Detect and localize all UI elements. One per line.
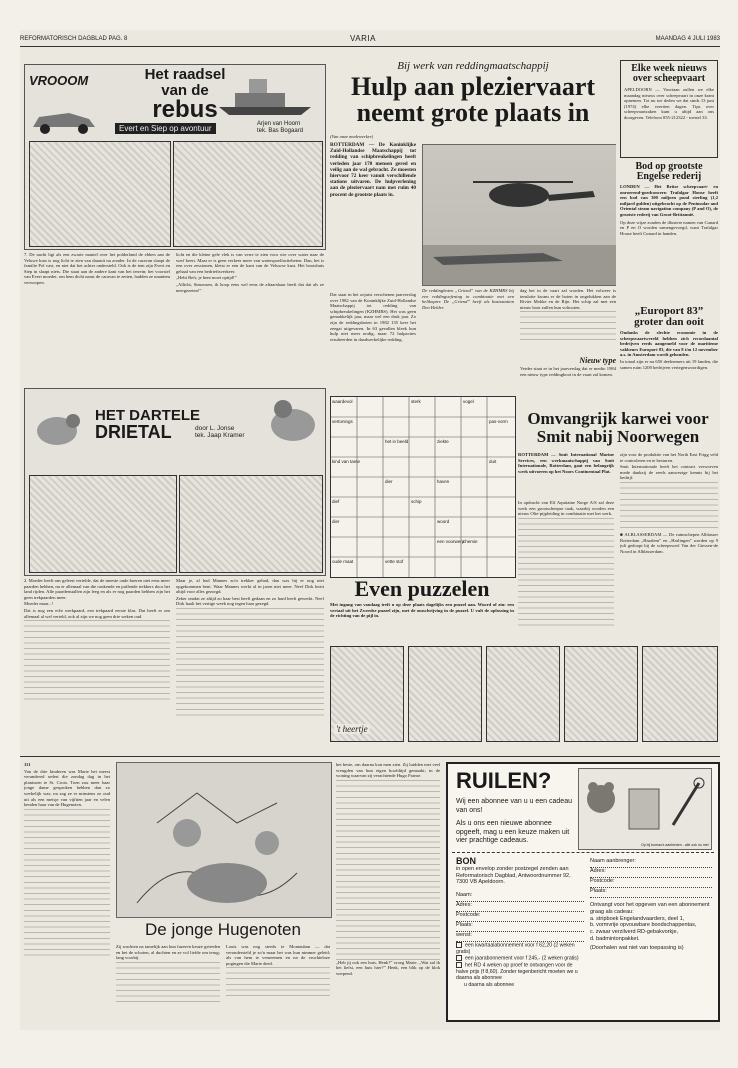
elke-week-title: Elke week nieuws over scheepvaart <box>631 63 707 84</box>
gift-option-c[interactable]: c. zwaar verzilverd RD-gebakvorkje, <box>590 929 679 936</box>
puzzle-clue-18: een voorwerp <box>437 539 465 544</box>
hugenoten-dialog: „Heb jij ook een huis, Henk?” vroeg Marie. „Wat zal ik het liefst, een huis hier?” Henk, een blik op de klok werpend. <box>336 959 440 976</box>
bon-wish-label: wenst: <box>456 932 584 942</box>
hugenoten-col2: Zij wachten na tamelijk aan hun fuzeren keuze getreden en bet de schoten, al duchten en ze vol liefde om terug; lang voorbij. <box>116 944 220 1020</box>
header-section: VARIA <box>350 34 376 43</box>
puzzle-clue-2: sterk <box>411 399 421 404</box>
bon-option-quarter[interactable]: een kwartaalabonnement voor f 62,20 (2 weken gratis) <box>456 942 575 955</box>
gift-option-a[interactable]: a. stripboek Engelandvaarders, deel 1, <box>590 915 685 922</box>
hugenoten-illustration-icon <box>117 763 331 917</box>
bon-referrer-address[interactable]: Adres: <box>590 868 712 878</box>
europoort-text-2: In totaal zijn er nu 650 deelnemers uit 19 landen, die samen ruim 1200 bedrijven vertegenwoordigen. <box>620 358 718 370</box>
bon-postcode-field[interactable]: Postcode: <box>456 912 584 922</box>
heertje-panel-2 <box>408 646 482 742</box>
raadsel-credits: Arjen van Hoorn tek. Bas Bogaard <box>257 121 304 134</box>
puzzle-clue-5: dief <box>332 499 340 504</box>
redding-sub-text: Verder staat er in het jaarverslag dat er medio 1984 een nieuw type reddingboot in de vaart zal komen. <box>520 366 616 377</box>
gift-option-d[interactable]: d. badmintonpakket. <box>590 935 640 942</box>
gifts-icon <box>579 769 711 849</box>
puzzle-clue-17: dier <box>332 519 340 524</box>
puzzle-clue-8: woord <box>437 519 450 524</box>
puzzle-title: Even puzzelen <box>354 578 490 601</box>
puzzle-clue-14: vogel <box>463 399 474 404</box>
bon-referrer-postcode[interactable]: Postcode: <box>590 878 712 888</box>
puzzle-clue-9: pas-vorm <box>489 419 508 424</box>
puzzle-clue-13: chemie <box>463 539 478 544</box>
ruilen-title: RUILEN? <box>456 768 552 793</box>
puzzle-clue-7: vette stof <box>385 559 404 564</box>
bon-address-field[interactable]: Adres: <box>456 902 584 912</box>
bod-article <box>620 162 718 304</box>
page-header <box>20 32 720 47</box>
europoort-title: „Europort 83” groter dan ooit <box>634 306 704 328</box>
ship-illustration-icon <box>215 67 315 117</box>
dartel-panel-2 <box>179 475 323 573</box>
hugenoten-chapter: 111 <box>24 762 31 767</box>
smit-col2: zijn voor de produktie van het North East Frigg veld te controleren en te besturen. Smit Internationale heeft het contract verworven mede dankzij de reeds aanwezige kennis bij het bedrijf. ■ ALBLASSERDAM — De ruimschepen Alblasser Rotterdam „Haarlem” en „Harlingen” worden op 9 juli gedoopt bij de scheepswerf Van der Giessen-de Noord in Alblasserdam. <box>620 452 718 554</box>
dartel-panel-1 <box>29 475 177 573</box>
car-illustration-icon <box>29 105 99 135</box>
puzzle-clue-15: duit <box>489 459 497 464</box>
section-divider <box>20 756 720 757</box>
raadsel-panel-2 <box>173 141 323 247</box>
heertje-strip <box>330 646 718 742</box>
gift-intro: Ontvangt voor het opgeven van een abonnement graag als cadeau: <box>590 902 710 915</box>
animal-illustration-icon <box>265 393 321 449</box>
heertje-panel-4 <box>564 646 638 742</box>
puzzle-clue-10: dier <box>385 479 393 484</box>
puzzle-clue-3: vertonings <box>332 419 353 424</box>
bon-option-year[interactable]: een jaarabonnement voor f 245,- (2 weken gratis) <box>456 955 584 962</box>
header-paper-name: REFORMATORISCH DAGBLAD PAG. 8 <box>20 36 128 42</box>
bod-text-2: Op deze wijze zouden de illustere namen van Cunard en P en O worden samengevoegd, want Trafalgar House heeft Cunard in handen. <box>620 219 718 236</box>
redding-lead: ROTTERDAM — De Koninklijke Zuid-Hollandse Maatschappij tot redding van schipbreukelingen heeft verleden jaar 170 mensen gered en veilig aan de wal gebracht. Ze moesten hiervoor 72 keer vanuit verschillende stations uitvaren. De hulpverlening aan de pleziervaart nam met ruim 40 procent de grootste plaats in. <box>330 142 416 198</box>
dartel-speech-2: Dat is nog een echt werkpaard, een trekpaard eerste klas. Dat heeft er om allemaal al wel verteld, ook al zijn we nog geen drie weken oud. <box>24 607 170 619</box>
bon-footer-note: (Doorhalen wat niet van toepassing is) <box>590 944 684 951</box>
europoort-text: Ondanks de slechte economie in de scheepsvaartwereld hebben zich recordaantal bedrijven reeds aangemeld voor de maritieme vakbeurs Europort 83, die van 8 t/m 12 november a.s. in Amsterdam wordt gehouden. <box>620 330 718 358</box>
dartel-speech-3: Zeker omdat ze altijd zo haar best heeft gedaan en zo hard heeft gewerkt. Neef Dirk haalt het vertige week nog tegen haar gezegd. <box>176 595 324 607</box>
hugenoten-col3: Louis was nog steeds te Montauban — dat verondersteld je zo'n maar het was hun nimmer geleid; als van hem te verneemen en na de vruchteloze pogingen die Marie deed. <box>226 944 330 1020</box>
raadsel-title-mid: van de <box>161 82 209 99</box>
dartel-comic <box>24 388 326 576</box>
redding-article <box>330 60 616 392</box>
dartel-title-top: HET DARTELE <box>95 407 200 424</box>
bon-city-field[interactable]: Plaats: <box>456 922 584 932</box>
dartel-title-bottom: DRIETAL <box>95 422 172 442</box>
puzzle-clue-4: kind van tante <box>332 459 361 464</box>
bon-option-note: u daarna als abonnee <box>464 981 515 988</box>
bon-name-field[interactable]: Naam: <box>456 892 584 902</box>
heertje-caption: 't heertje <box>336 724 368 734</box>
redding-helicopter-photo <box>422 144 616 286</box>
bon-referrer-name[interactable]: Naam aanbrenger: <box>590 858 712 868</box>
raadsel-title-bottom: rebus <box>152 96 218 123</box>
redding-subhead: Nieuw type <box>579 356 616 365</box>
bird-illustration-icon <box>29 403 85 453</box>
hugenoten-illustration <box>116 762 332 918</box>
bon-option-trial[interactable]: het RD 4 weken op proef te ontvangen voor de halve prijs (f 8,60). Zonder tegenbericht moeten we u daarna als abonnee <box>456 962 578 982</box>
elke-week-box <box>620 60 718 158</box>
smit-bullet: ■ ALBLASSERDAM — De ruimschepen Alblasser Rotterdam „Haarlem” en „Harlingen” worden op 9 juli gedoopt bij de scheepswerf Van der Giessen-de Noord in Alblasserdam. <box>620 531 718 554</box>
redding-photo-caption: De reddingboten „Griend” van de KZHMRS bij een reddingoefening in combinatie met een helikopter. De „Griend” heeft als basisstation Den Helder. <box>422 288 514 310</box>
raadsel-subtitle: Evert en Siep op avontuur <box>115 123 216 134</box>
puzzle-grid <box>330 396 516 578</box>
dartel-speech-1: Moeder maar...! <box>24 601 54 607</box>
smit-lead: ROTTERDAM — Smit International Marine Services, een werkmaatschappij van Smit Internationale, Rotterdam, gaat een belangrijk werk uitvoeren op het Noors Continentaal Plat. <box>518 452 614 474</box>
bod-title: Bod op grootste Engelse rederij <box>635 162 703 182</box>
hugenoten-col1: 111 Van de drie kinderen was Marie het meest verandered sedert die zondag dag in het plantsoen te St. Croix. Toen zou meer haar jonge dame gesproken hebben dan zo werkelijk was; nu zag ze er minstens zo oud uit als een meisje van vijftien jaar en velen kenden haar van de Hugenoten. <box>24 762 110 1020</box>
ruilen-ad <box>446 762 720 1022</box>
puzzle-clue-19: het in beeld <box>385 439 409 444</box>
dartel-credits: door L. Jonse tek. Jaap Kramer <box>195 425 245 439</box>
puzzle-grid-lines <box>331 397 515 577</box>
ruilen-photo-note: Op bij bureau's aanbieden - alle ook nu met <box>641 843 709 847</box>
smit-headline-1: Omvangrijk karwei voor <box>527 410 709 428</box>
redding-headline-1: Hulp aan pleziervaart <box>350 72 596 101</box>
ruilen-text-1: Wij een abonnee van u u een cadeau van ons! <box>456 798 572 814</box>
puzzle-clue-1: waardevol <box>332 399 353 404</box>
dartel-text-col1: 2. Moeder heeft ons geleert vertelde, dat de meeste oude boeren niet eens meer paarden hebben, nu er allemaal van die ronkende en puffende trekkers door het land rijden. Alle paardenstallen zijn leeg en als er nog paarden hebben zijn het geen trekpaarden meer. Moeder maar...! Dat is nog een echt werkpaard, een trekpaard eerste klas. Dat heeft er om allemaal al wel verteld, ook al zijn we nog geen drie weken oud. <box>24 578 170 754</box>
redding-byline: (Van onze medewerker) <box>330 134 374 139</box>
hugenoten-col4: het beste, om daarna kon men zien. Zij luidden met veel vreugden van hun eigen hoofdtijd gemaakt; in de woning waarvan zij verachtende Hugo Franse. „Heb jij ook een huis, Henk?” vroeg Marie. „Wat zal ik het liefst, een huis hier?” Henk, een blik op de klok werpend. <box>336 762 440 976</box>
redding-kicker: Bij werk van reddingmaatschappij <box>397 60 549 72</box>
raadsel-title-top: Het raadsel <box>144 66 226 83</box>
bon-text: in open envelop zonder postzegel zenden aan Reformatorisch Dagblad, Antwoordnummer 92, 7300 VB Apeldoorn. <box>456 866 571 885</box>
puzzle-clue-12: schip <box>411 499 422 504</box>
bon-referrer-city[interactable]: Plaats: <box>590 888 712 898</box>
puzzle-clue-11: haven <box>437 479 450 484</box>
raadsel-comic <box>24 64 326 250</box>
puzzle-intro-text: Met ingang van vandaag treft u op deze plaats dagelijks een puzzel aan. Woord of zin: een vertaal uit het Zweedse puzzel zijn, met de omschrijving in de puzzel. U vult de oplossing in de richting van de pijl in. <box>330 602 514 619</box>
raadsel-panel-1 <box>29 141 171 247</box>
smit-headline-2: Smit nabij Noorwegen <box>536 427 700 446</box>
dartel-text-col2: Maar je, al had Mannes zo'n trekker gehad, dan was hij er nog niet opgekommen bent. Waar Mannes werkt al in jaren niet meer. Neef Dirk bezit altijd voor alles gezorgd. Zeker omdat ze altijd zo haar best heeft gedaan en zo hard heeft gewerkt. Neef Dirk haalt het vertige week nog tegen haar gezegd. <box>176 578 324 754</box>
heertje-panel-3 <box>486 646 560 742</box>
raadsel-quote-2: „Allicht, Simonsen, ik hoop eens wel eens de aftaarsbaar heeft dat dat als ze neergezeten!” <box>176 281 324 293</box>
puzzle-clue-6: oude maat <box>332 559 354 564</box>
raadsel-text-col1: 7. De nacht ligt als een zwarte mantel over het polderland de ebben aan de Veluwe kust is nog licht te zien van daaruit na zonder. In de caravan slaapt de familie Pol vast, en niet dat het achter ondersteld. Ook is de tent zijn Evert en Siep in slaapt niets. Die staat aan de andere kant van het terrein; het voorstel van Evert moeder, om hem dicht naast de caravan te zetten, hadden ze unaniem verworpen. <box>24 252 170 285</box>
smit-body: In opdracht van Elf Aquitaine Norge A/S zal deze werk een grootscheepse taak, waarbij worden een nieuw Olie-pijpleiding in combinatie met het werk. <box>518 500 614 636</box>
heertje-panel-5 <box>642 646 718 742</box>
header-date: MAANDAG 4 JULI 1983 <box>655 36 720 42</box>
redding-body: Dat staat in het zojuist verschenen jaarverslag over 1982 van de Koninklijke Zuid-Hollandse Maatschappij tot redding van schipbreukelingen (KZHMRS). Het was geen gemakkelijk jaar, maar wel een druk jaar. Zo zijn de reddingsboten in 1982 135 keer het zeegat uitgevaren. In 63 gevallen bleek hun hulp niet meer nodig, maar 72 hulpacties resulteerden in daadwerkelijke redding. <box>330 292 416 342</box>
bon-title: BON <box>456 856 476 866</box>
raadsel-text-col2: licht en die kleine gele vlek is van verre te zien voor wie over water naar de werf keert. Maar er is geen verkeer meer van waterspoelfactiebeten. Dan, het is een over zessionen, kletst er een de kant van de Veluwse kust. Het bootshuis gehaal van een bedrieftsverkeer. „Hebt Befr, je bent moet optijd!” „Allicht, Simonsen, ik hoop eens wel eens de aftaarsbaar heeft dat dat als ze neergezeten!” <box>176 252 324 293</box>
ruilen-gifts-photo <box>578 768 712 850</box>
puzzle-clue-16: ziekte <box>437 439 449 444</box>
raadsel-quote-1: „Hebt Befr, je bent moet optijd!” <box>176 275 237 281</box>
smit-article <box>518 410 718 638</box>
raadsel-logo: VROOOM <box>29 73 89 88</box>
bod-text: LONDEN — Het Britse scheepvaart- en onroerend-goedconcern Trafalgar House heeft een bod van 300 miljoen pond sterling (1,2 miljard gulden) uitgebracht op de Peninsular and Oriental steam navigation company (P and O), de grootste rederij van Groot-Brittannië. <box>620 184 718 217</box>
helicopter-icon <box>423 145 616 285</box>
redding-headline-2: neemt grote plaats in <box>356 98 590 127</box>
hugenoten-title: De jonge Hugenoten <box>145 920 301 939</box>
gift-option-b[interactable]: b. vormvrije opvouwbare boodschappentas, <box>590 922 697 929</box>
redding-col3: dag het in de vaart zal worden. Het volweer is tenslotte kwam er de boten in ongelukken aan de Rivier Mokke en de Rijn. Het schip zal met een nieuw boot zullen hun voltooien. <box>520 288 616 341</box>
europoort-article <box>620 306 718 394</box>
puzzle-intro <box>330 578 514 632</box>
elke-week-text: APELDOORN — Voortaan zullen we elke maandag nieuws over scheepvaart in onze krant opnemen. Tot nu toe deden we dat sinds 13 juni (1974) elke veertien dagen. Tips over scheepvaartzaken kunt u altijd aan ons doorgeven. Telefoon 055-212322 - toestel 33. <box>624 87 714 120</box>
ruilen-text-2: Als u ons een nieuwe abonnee opgeeft, mag u een keuze maken uit vier prachtige cadeaus. <box>456 820 570 844</box>
